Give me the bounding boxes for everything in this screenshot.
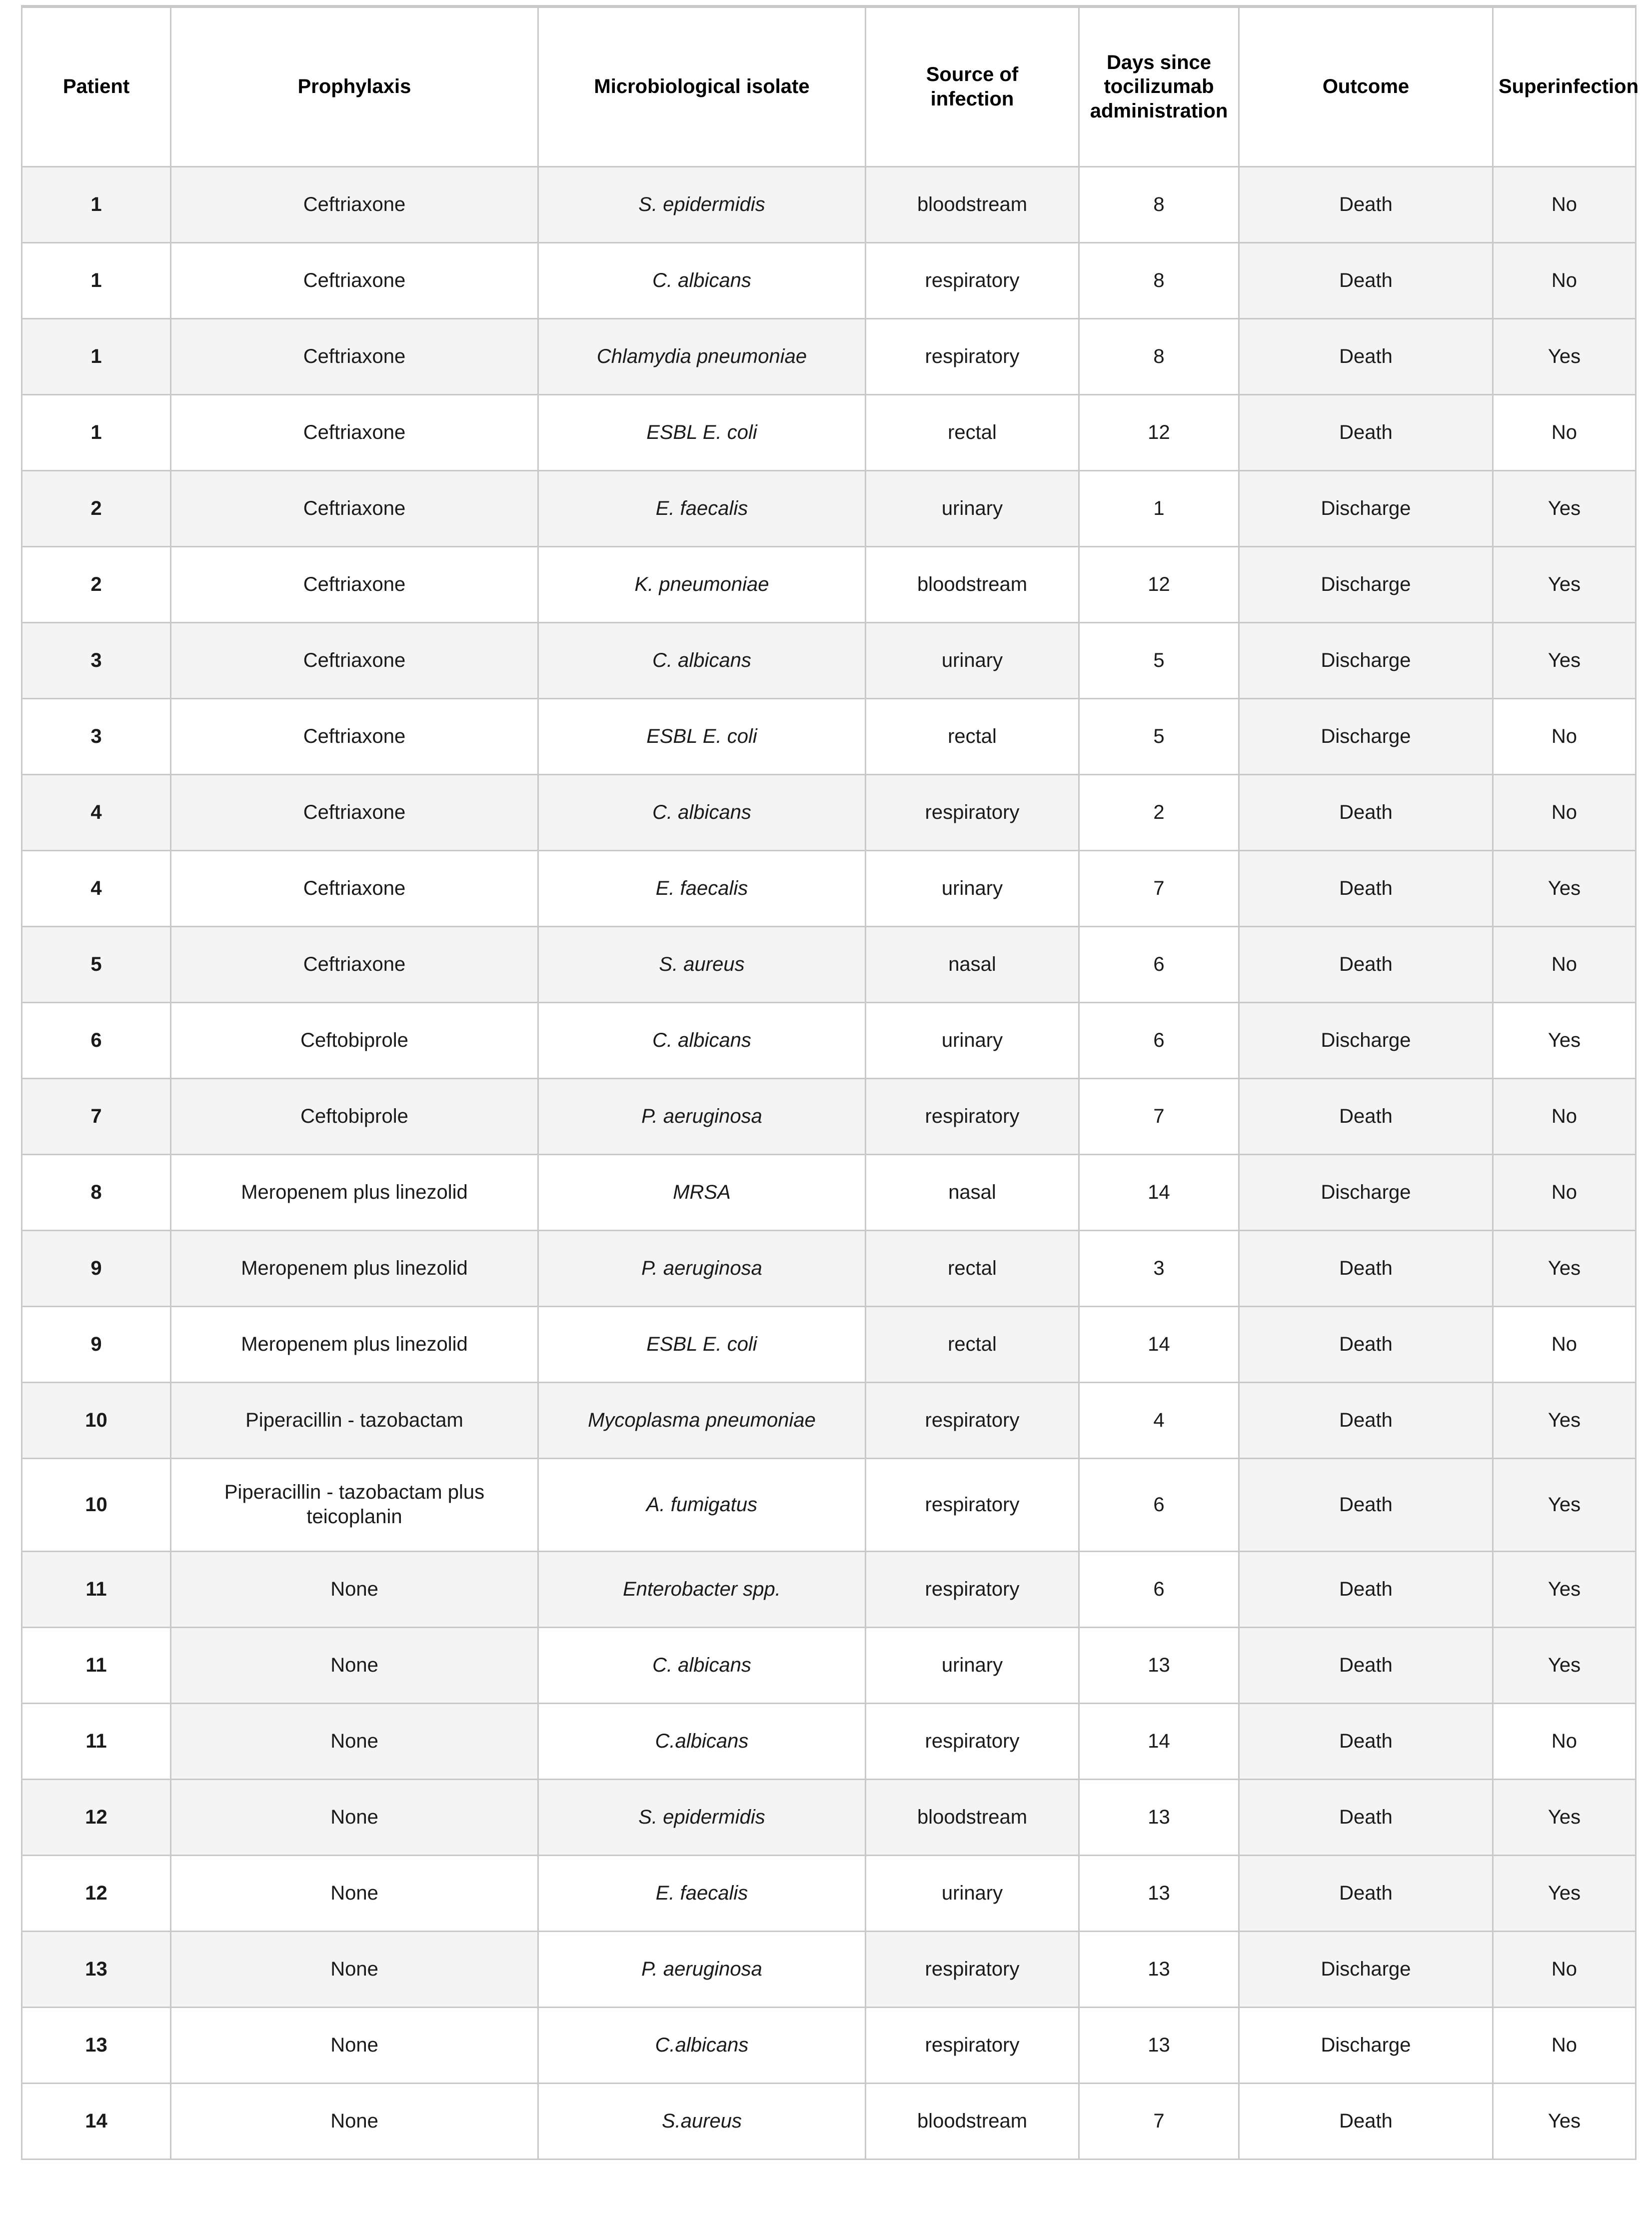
- cell-days: 13: [1079, 1779, 1239, 1855]
- cell-prophylaxis: Ceftriaxone: [171, 166, 538, 242]
- table-row: [22, 242, 1636, 318]
- cell-prophylaxis: Ceftriaxone: [171, 242, 538, 318]
- cell-days: 8: [1079, 242, 1239, 318]
- cell-superinfection: No: [1493, 2007, 1636, 2083]
- cell-superinfection: Yes: [1493, 1002, 1636, 1078]
- cell-source: rectal: [866, 1230, 1079, 1306]
- table-row: [22, 1627, 1636, 1703]
- cell-source: rectal: [866, 394, 1079, 470]
- table-row: [22, 926, 1636, 1002]
- table-row: [22, 318, 1636, 394]
- cell-prophylaxis: Ceftriaxone: [171, 850, 538, 926]
- cell-source: nasal: [866, 926, 1079, 1002]
- cell-days: 8: [1079, 318, 1239, 394]
- cell-days: 12: [1079, 394, 1239, 470]
- cell-prophylaxis: None: [171, 1551, 538, 1627]
- cell-superinfection: Yes: [1493, 470, 1636, 546]
- cell-superinfection: No: [1493, 774, 1636, 850]
- cell-prophylaxis: Ceftriaxone: [171, 318, 538, 394]
- cell-prophylaxis: None: [171, 1779, 538, 1855]
- cell-source: urinary: [866, 1627, 1079, 1703]
- cell-source: respiratory: [866, 318, 1079, 394]
- cell-patient: 14: [22, 2083, 171, 2159]
- cell-prophylaxis: Meropenem plus linezolid: [171, 1154, 538, 1230]
- table-row: [22, 1306, 1636, 1382]
- cell-patient: 5: [22, 926, 171, 1002]
- cell-patient: 11: [22, 1703, 171, 1779]
- cell-superinfection: Yes: [1493, 1382, 1636, 1458]
- cell-outcome: Death: [1239, 2083, 1493, 2159]
- cell-outcome: Death: [1239, 1703, 1493, 1779]
- cell-prophylaxis: None: [171, 1703, 538, 1779]
- cell-isolate: Enterobacter spp.: [538, 1551, 866, 1627]
- cell-source: respiratory: [866, 1078, 1079, 1154]
- cell-prophylaxis: Ceftriaxone: [171, 774, 538, 850]
- cell-outcome: Discharge: [1239, 1002, 1493, 1078]
- cell-patient: 1: [22, 242, 171, 318]
- cell-prophylaxis: Ceftobiprole: [171, 1078, 538, 1154]
- cell-source: nasal: [866, 1154, 1079, 1230]
- cell-outcome: Death: [1239, 1855, 1493, 1931]
- cell-patient: 11: [22, 1551, 171, 1627]
- cell-prophylaxis: None: [171, 1627, 538, 1703]
- cell-days: 14: [1079, 1703, 1239, 1779]
- cell-outcome: Death: [1239, 850, 1493, 926]
- cell-isolate: E. faecalis: [538, 850, 866, 926]
- table-header: [22, 6, 1639, 166]
- cell-days: 5: [1079, 622, 1239, 698]
- cell-isolate: C.albicans: [538, 2007, 866, 2083]
- cell-prophylaxis: Ceftriaxone: [171, 926, 538, 1002]
- table-row: [22, 470, 1636, 546]
- cell-isolate: S. epidermidis: [538, 1779, 866, 1855]
- cell-superinfection: Yes: [1493, 1230, 1636, 1306]
- cell-isolate: A. fumigatus: [538, 1458, 866, 1551]
- cell-source: bloodstream: [866, 166, 1079, 242]
- cell-outcome: Discharge: [1239, 470, 1493, 546]
- cell-source: respiratory: [866, 1703, 1079, 1779]
- cell-prophylaxis: Ceftriaxone: [171, 470, 538, 546]
- cell-isolate: ESBL E. coli: [538, 698, 866, 774]
- cell-days: 7: [1079, 1078, 1239, 1154]
- cell-isolate: S. epidermidis: [538, 166, 866, 242]
- cell-patient: 1: [22, 166, 171, 242]
- cell-prophylaxis: Piperacillin - tazobactam plus teicoplanin: [171, 1458, 538, 1551]
- cell-outcome: Discharge: [1239, 622, 1493, 698]
- cell-superinfection: Yes: [1493, 546, 1636, 622]
- table-row: [22, 1779, 1636, 1855]
- cell-isolate: S. aureus: [538, 926, 866, 1002]
- table-row: [22, 1855, 1636, 1931]
- cell-source: rectal: [866, 1306, 1079, 1382]
- cell-superinfection: Yes: [1493, 622, 1636, 698]
- cell-prophylaxis: Meropenem plus linezolid: [171, 1306, 538, 1382]
- cell-prophylaxis: None: [171, 1855, 538, 1931]
- header-row: [22, 6, 1636, 166]
- column-header-superinfection: Superinfection: [1493, 6, 1636, 166]
- cell-days: 2: [1079, 774, 1239, 850]
- table-row: [22, 1551, 1636, 1627]
- cell-days: 14: [1079, 1154, 1239, 1230]
- cell-days: 8: [1079, 166, 1239, 242]
- cell-superinfection: No: [1493, 926, 1636, 1002]
- cell-patient: 9: [22, 1230, 171, 1306]
- cell-isolate: E. faecalis: [538, 1855, 866, 1931]
- cell-isolate: ESBL E. coli: [538, 394, 866, 470]
- table-row: [22, 774, 1636, 850]
- cell-superinfection: Yes: [1493, 850, 1636, 926]
- cell-isolate: C. albicans: [538, 1627, 866, 1703]
- cell-outcome: Discharge: [1239, 1931, 1493, 2007]
- cell-patient: 8: [22, 1154, 171, 1230]
- cell-days: 6: [1079, 1458, 1239, 1551]
- cell-outcome: Death: [1239, 1779, 1493, 1855]
- cell-days: 12: [1079, 546, 1239, 622]
- cell-source: urinary: [866, 470, 1079, 546]
- cell-patient: 6: [22, 1002, 171, 1078]
- cell-source: bloodstream: [866, 1779, 1079, 1855]
- cell-source: urinary: [866, 1855, 1079, 1931]
- cell-isolate: E. faecalis: [538, 470, 866, 546]
- cell-superinfection: No: [1493, 242, 1636, 318]
- table-row: [22, 1458, 1636, 1551]
- cell-patient: 4: [22, 850, 171, 926]
- cell-source: bloodstream: [866, 2083, 1079, 2159]
- cell-source: respiratory: [866, 1382, 1079, 1458]
- cell-outcome: Death: [1239, 318, 1493, 394]
- table-row: [22, 1931, 1636, 2007]
- cell-outcome: Discharge: [1239, 698, 1493, 774]
- cell-patient: 13: [22, 1931, 171, 2007]
- cell-isolate: C.albicans: [538, 1703, 866, 1779]
- table-row: [22, 698, 1636, 774]
- cell-patient: 2: [22, 546, 171, 622]
- cell-patient: 1: [22, 394, 171, 470]
- cell-isolate: C. albicans: [538, 774, 866, 850]
- cell-source: respiratory: [866, 1551, 1079, 1627]
- cell-prophylaxis: Ceftriaxone: [171, 698, 538, 774]
- cell-days: 7: [1079, 850, 1239, 926]
- cell-patient: 12: [22, 1855, 171, 1931]
- table-row: [22, 546, 1636, 622]
- table-row: [22, 394, 1636, 470]
- cell-patient: 4: [22, 774, 171, 850]
- table-row: [22, 1002, 1636, 1078]
- cell-days: 13: [1079, 1855, 1239, 1931]
- cell-outcome: Death: [1239, 1078, 1493, 1154]
- cell-outcome: Death: [1239, 1382, 1493, 1458]
- cell-prophylaxis: Ceftobiprole: [171, 1002, 538, 1078]
- column-header-source: Source of infection: [866, 6, 1079, 166]
- cell-prophylaxis: Ceftriaxone: [171, 394, 538, 470]
- cell-days: 13: [1079, 1931, 1239, 2007]
- cell-outcome: Discharge: [1239, 2007, 1493, 2083]
- cell-superinfection: Yes: [1493, 1779, 1636, 1855]
- table-row: [22, 166, 1636, 242]
- cell-patient: 10: [22, 1382, 171, 1458]
- cell-superinfection: No: [1493, 394, 1636, 470]
- cell-superinfection: No: [1493, 1931, 1636, 2007]
- cell-isolate: ESBL E. coli: [538, 1306, 866, 1382]
- cell-superinfection: No: [1493, 1078, 1636, 1154]
- cell-patient: 11: [22, 1627, 171, 1703]
- cell-source: urinary: [866, 622, 1079, 698]
- column-header-days: Days since tocilizumab administration: [1079, 6, 1239, 166]
- cell-source: respiratory: [866, 2007, 1079, 2083]
- table-row: [22, 850, 1636, 926]
- cell-isolate: P. aeruginosa: [538, 1931, 866, 2007]
- cell-outcome: Death: [1239, 1458, 1493, 1551]
- cell-prophylaxis: None: [171, 2007, 538, 2083]
- cell-source: urinary: [866, 850, 1079, 926]
- cell-superinfection: Yes: [1493, 318, 1636, 394]
- cell-isolate: P. aeruginosa: [538, 1078, 866, 1154]
- cell-superinfection: Yes: [1493, 2083, 1636, 2159]
- cell-patient: 13: [22, 2007, 171, 2083]
- table-row: [22, 1078, 1636, 1154]
- cell-outcome: Death: [1239, 1551, 1493, 1627]
- cell-outcome: Death: [1239, 1230, 1493, 1306]
- cell-superinfection: Yes: [1493, 1551, 1636, 1627]
- cell-prophylaxis: Meropenem plus linezolid: [171, 1230, 538, 1306]
- cell-days: 14: [1079, 1306, 1239, 1382]
- cell-patient: 3: [22, 698, 171, 774]
- cell-patient: 7: [22, 1078, 171, 1154]
- superinfection-data-table: [21, 5, 1637, 2160]
- table-row: [22, 1382, 1636, 1458]
- cell-source: respiratory: [866, 774, 1079, 850]
- cell-days: 13: [1079, 1627, 1239, 1703]
- cell-superinfection: Yes: [1493, 1627, 1636, 1703]
- cell-isolate: Mycoplasma pneumoniae: [538, 1382, 866, 1458]
- cell-isolate: K. pneumoniae: [538, 546, 866, 622]
- cell-isolate: C. albicans: [538, 1002, 866, 1078]
- cell-days: 4: [1079, 1382, 1239, 1458]
- cell-superinfection: No: [1493, 1306, 1636, 1382]
- cell-patient: 1: [22, 318, 171, 394]
- cell-outcome: Death: [1239, 1306, 1493, 1382]
- cell-source: respiratory: [866, 242, 1079, 318]
- cell-superinfection: Yes: [1493, 1458, 1636, 1551]
- cell-prophylaxis: None: [171, 2083, 538, 2159]
- cell-source: rectal: [866, 698, 1079, 774]
- column-header-outcome: Outcome: [1239, 6, 1493, 166]
- cell-isolate: Chlamydia pneumoniae: [538, 318, 866, 394]
- cell-outcome: Discharge: [1239, 1154, 1493, 1230]
- cell-outcome: Discharge: [1239, 546, 1493, 622]
- cell-patient: 2: [22, 470, 171, 546]
- column-header-isolate: Microbiological isolate: [538, 6, 866, 166]
- table-row: [22, 1230, 1636, 1306]
- table-row: [22, 2083, 1636, 2159]
- cell-patient: 10: [22, 1458, 171, 1551]
- cell-isolate: MRSA: [538, 1154, 866, 1230]
- cell-days: 6: [1079, 926, 1239, 1002]
- cell-days: 1: [1079, 470, 1239, 546]
- cell-prophylaxis: None: [171, 1931, 538, 2007]
- cell-prophylaxis: Ceftriaxone: [171, 546, 538, 622]
- cell-source: respiratory: [866, 1458, 1079, 1551]
- cell-outcome: Death: [1239, 1627, 1493, 1703]
- cell-prophylaxis: Piperacillin - tazobactam: [171, 1382, 538, 1458]
- cell-source: urinary: [866, 1002, 1079, 1078]
- cell-isolate: C. albicans: [538, 242, 866, 318]
- cell-prophylaxis: Ceftriaxone: [171, 622, 538, 698]
- cell-outcome: Death: [1239, 926, 1493, 1002]
- table-row: [22, 622, 1636, 698]
- cell-days: 6: [1079, 1002, 1239, 1078]
- cell-superinfection: No: [1493, 1703, 1636, 1779]
- table-row: [22, 1703, 1636, 1779]
- cell-source: respiratory: [866, 1931, 1079, 2007]
- cell-patient: 3: [22, 622, 171, 698]
- cell-days: 6: [1079, 1551, 1239, 1627]
- cell-superinfection: Yes: [1493, 1855, 1636, 1931]
- cell-days: 13: [1079, 2007, 1239, 2083]
- cell-outcome: Death: [1239, 774, 1493, 850]
- cell-isolate: C. albicans: [538, 622, 866, 698]
- cell-superinfection: No: [1493, 166, 1636, 242]
- cell-outcome: Death: [1239, 166, 1493, 242]
- column-header-prophylaxis: Prophylaxis: [171, 6, 538, 166]
- cell-source: bloodstream: [866, 546, 1079, 622]
- cell-days: 3: [1079, 1230, 1239, 1306]
- column-header-patient: Patient: [22, 6, 171, 166]
- table-row: [22, 1154, 1636, 1230]
- cell-patient: 12: [22, 1779, 171, 1855]
- table-row: [22, 2007, 1636, 2083]
- cell-superinfection: No: [1493, 1154, 1636, 1230]
- cell-outcome: Death: [1239, 394, 1493, 470]
- cell-days: 5: [1079, 698, 1239, 774]
- cell-isolate: P. aeruginosa: [538, 1230, 866, 1306]
- cell-days: 7: [1079, 2083, 1239, 2159]
- cell-isolate: S.aureus: [538, 2083, 866, 2159]
- table-body: [22, 166, 1636, 2159]
- cell-outcome: Death: [1239, 242, 1493, 318]
- cell-superinfection: No: [1493, 698, 1636, 774]
- cell-patient: 9: [22, 1306, 171, 1382]
